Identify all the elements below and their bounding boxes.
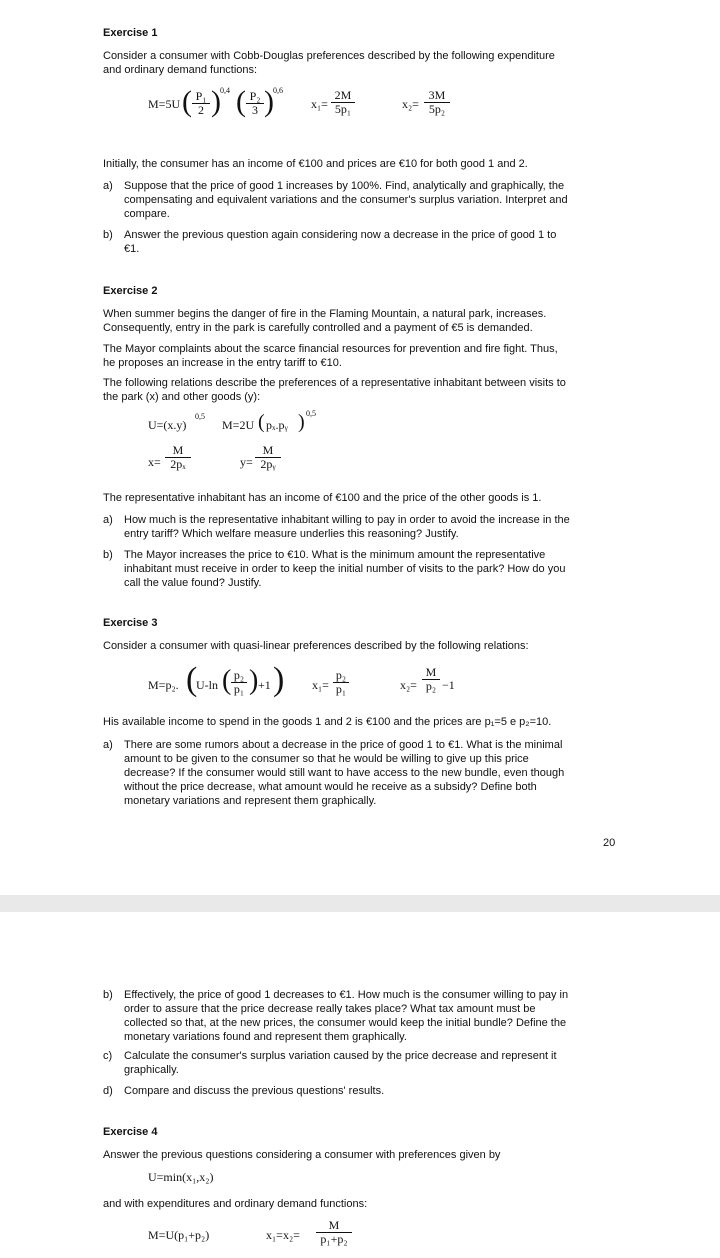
exercise-4-title: Exercise 4 — [103, 1126, 158, 1138]
eq-x2-lhs: x₂= — [400, 678, 417, 692]
eq-x-lhs: x= — [148, 455, 161, 469]
eq-x-frac: $\frac{M}{\text{2pₓ}}$ — [165, 444, 191, 471]
page-number: 20 — [603, 837, 616, 849]
eq-expenditure-lhs: M=5U — [148, 97, 181, 111]
exercise-3-question-b: b) Effectively, the price of good 1 decreases to €1. How much is the consumer willing to pay in order to assure that the price decrease really takes place? What tax amount must be collected so that, at the new prices, the consumer would keep the initial bundle? Define the monetary variations found and represent them graphically. — [103, 989, 569, 1043]
paren-open: ( — [186, 661, 198, 698]
eq-x-frac: $\frac{M}{\text{p₁+p₂}}$ — [316, 1219, 352, 1246]
exercise-1-question-b: b) Answer the previous question again considering now a decrease in the price of good 1 to €1. — [103, 229, 557, 255]
exercise-2-question-b: b) The Mayor increases the price to €10. What is the minimum amount the representative inhabitant must receive in order to keep the initial number of visits to the park? How do you call the value found? Justify. — [103, 549, 566, 589]
paren-close: ) — [273, 661, 285, 698]
eq-expenditure-tail: +1 — [258, 678, 271, 692]
eq-expenditure: M=U(p₁+p₂) — [148, 1228, 210, 1242]
eq-expenditure-lhs: M=p₂. — [148, 678, 179, 692]
eq-x2-tail: −1 — [442, 678, 455, 692]
exercise-2-question-a: a) How much is the representative inhabitant willing to pay in order to avoid the increase in the entry tariff? Which welfare measure underlies this reasoning? Justify. — [103, 514, 570, 540]
eq-expenditure-frac: $\frac{\text{p₂}}{\text{p₁}}$ — [231, 669, 247, 696]
exercise-1-title: Exercise 1 — [103, 27, 158, 39]
exercise-2-paragraph-2: The Mayor complaints about the scarce financial resources for prevention and fire fight. Thus, he proposes an increase in the entry tariff to €10. — [103, 343, 558, 369]
eq-x1-frac: $\frac{\text{p₂}}{\text{p₁}}$ — [333, 669, 349, 696]
eq-utility-exp: 0,5 — [195, 412, 205, 421]
exercise-3-question-d: d) Compare and discuss the previous questions' results. — [103, 1085, 385, 1097]
paren-open: ( — [236, 85, 246, 118]
eq-expenditure-lhs: M=2U — [222, 418, 255, 432]
paren-open: ( — [182, 85, 192, 118]
eq-frac-p2-3: $\frac{\text{P₂}}{3}$ — [246, 90, 264, 117]
eq-x1-lhs: x₁= — [311, 97, 328, 111]
eq-y-frac: $\frac{M}{\text{2pᵧ}}$ — [255, 444, 281, 471]
exercise-3-income: His available income to spend in the goods 1 and 2 is €100 and the prices are p₁=5 e p₂=10. — [103, 716, 552, 728]
eq-x2-frac: $\frac{3M}{\text{5p₂}}$ — [424, 89, 450, 116]
paren-open: ( — [258, 411, 265, 433]
exercise-3-question-c: c) Calculate the consumer's surplus variation caused by the price decrease and represent it graphically. — [103, 1050, 557, 1076]
eq-x1-frac: $\frac{2M}{\text{5p₁}}$ — [331, 89, 355, 116]
exercise-1-question-a: a) Suppose that the price of good 1 increases by 100%. Find, analytically and graphically, the compensating and equivalent variations and the consumer's surplus variation. Interpret and compare. — [103, 180, 568, 220]
eq-x-lhs: x₁=x₂= — [266, 1228, 300, 1242]
exercise-2-income: The representative inhabitant has an income of €100 and the price of the other goods is 1. — [103, 492, 542, 504]
exercise-1-initial: Initially, the consumer has an income of €100 and prices are €10 for both good 1 and 2. — [103, 158, 528, 170]
exercise-2-title: Exercise 2 — [103, 285, 158, 297]
exercise-1-intro: Consider a consumer with Cobb-Douglas preferences described by the following expenditure and ordinary demand functions: — [103, 50, 555, 76]
eq-frac-p1-2: $\frac{\text{P₁}}{2}$ — [192, 90, 210, 117]
paren-open: ( — [222, 665, 232, 696]
paren-close: ) — [298, 411, 305, 433]
eq-utility: U=(x.y) — [148, 418, 187, 432]
eq-exp-1: 0,4 — [220, 86, 230, 95]
eq-expenditure-inner: pₓ.pᵧ — [266, 418, 288, 432]
eq-y-lhs: y= — [240, 455, 253, 469]
exercise-3-title: Exercise 3 — [103, 617, 158, 629]
exercise-4-intro: Answer the previous questions considering a consumer with preferences given by — [103, 1149, 501, 1161]
eq-expenditure-body: U-ln — [196, 678, 218, 692]
exercise-2-paragraph-3: The following relations describe the preferences of a representative inhabitant between visits to the park (x) and other goods (y): — [103, 377, 566, 403]
eq-utility: U=min(x₁,x₂) — [148, 1170, 214, 1184]
exercise-3-intro: Consider a consumer with quasi-linear preferences described by the following relations: — [103, 640, 529, 652]
exercise-4-expend: and with expenditures and ordinary demand functions: — [103, 1198, 368, 1210]
eq-x2-frac: $\frac{M}{\text{p₂}}$ — [422, 666, 440, 693]
paren-close: ) — [249, 665, 259, 696]
document-page-2 — [0, 912, 720, 1258]
paren-close: ) — [264, 85, 274, 118]
eq-x2-lhs: x₂= — [402, 97, 419, 111]
paren-close: ) — [211, 85, 221, 118]
eq-expenditure-exp: 0,5 — [306, 409, 316, 418]
exercise-2-paragraph-1: When summer begins the danger of fire in the Flaming Mountain, a natural park, increases. Consequently, entry in the park is carefully controlled and a payment of €5 is demanded. — [103, 308, 547, 334]
eq-x1-lhs: x₁= — [312, 678, 329, 692]
exercise-3-question-a: a) There are some rumors about a decrease in the price of good 1 to €1. What is the minimal amount to be given to the consumer so that he would be willing to give up this price decrease? If the consumer would still want to have access to the new bundle, even though without the price decrease, what amount would he receive as a subsidy? Define both monetary variations and represent them graphically. — [103, 739, 565, 807]
eq-exp-2: 0,6 — [273, 86, 283, 95]
